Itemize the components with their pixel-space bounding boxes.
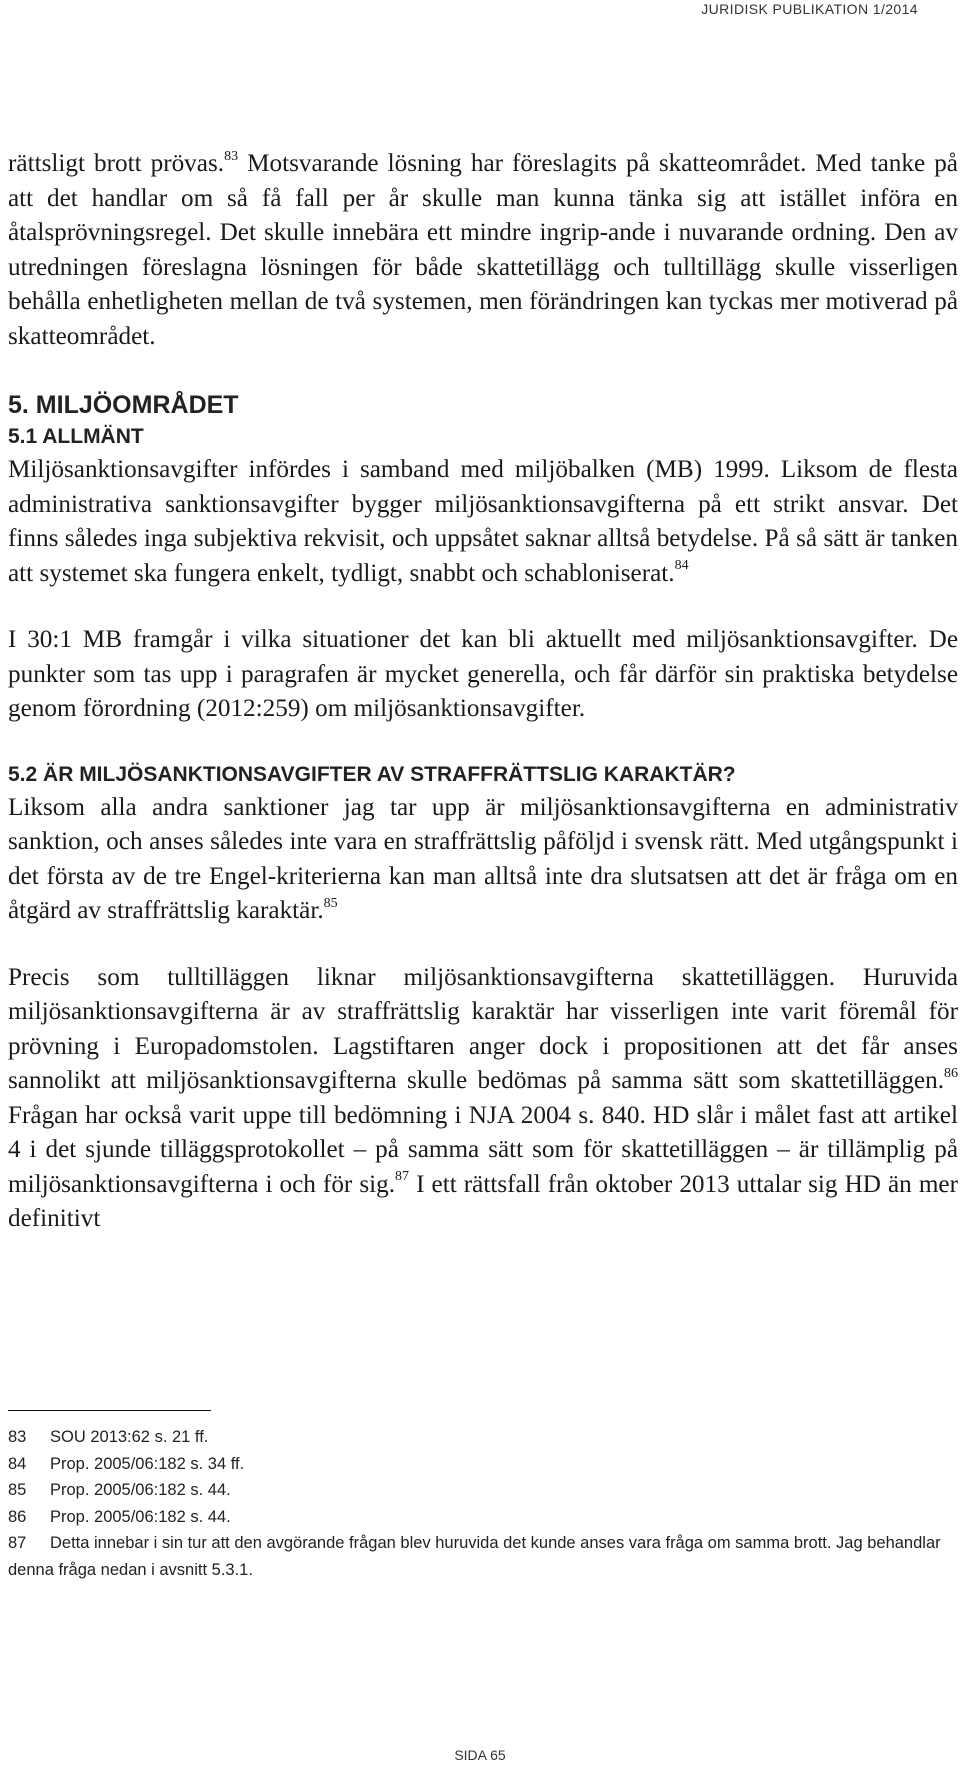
footnote-ref-85[interactable]: 85 xyxy=(323,895,338,911)
article-body xyxy=(8,147,958,1237)
paragraph-1: rättsligt brott prövas.$^{83}$ Motsvarande lösning har föreslagits på skatteområdet. Med tanke på att det handlar om så få fall per år skulle man kunna tänka sig att istället införa en åtalsprövningsregel. Det skulle innebära ett mindre ingrip-ande i nuvarande ordning. Den av utredningen föreslagna lösningen för både skattetillägg och tulltillägg skulle visserligen behålla enhetligheten mellan de två systemen, men förändringen kan tyckas mer motiverad på skatteområdet. xyxy=(8,148,958,350)
section-heading-5: 5. MILJÖOMRÅDET xyxy=(8,391,239,419)
paragraph-3: I 30:1 MB framgår i vilka situationer det kan bli aktuellt med miljösanktionsavgifter. De punkter som tas upp i paragrafen är mycket generella, och får därför sin praktiska betydelse genom förordning (2012:259) om miljösanktionsavgifter. xyxy=(8,626,958,722)
footnotes xyxy=(8,1424,958,1583)
section-heading-5-1: 5.1 ALLMÄNT xyxy=(8,425,144,448)
footnote-87: 87 Detta innebar i sin tur att den avgörande frågan blev huruvida det kunde anses vara fråga om samma brott. Jag behandlar denna fråga nedan i avsnitt 5.3.1. xyxy=(8,1534,941,1579)
footnote-84: 84 Prop. 2005/06:182 s. 34 ff. xyxy=(8,1454,245,1473)
footnote-ref-84[interactable]: 84 xyxy=(674,558,689,574)
running-header: JURIDISK PUBLIKATION 1/2014 xyxy=(701,1,918,17)
footnote-85: 85 Prop. 2005/06:182 s. 44. xyxy=(8,1481,231,1499)
footnote-86: 86 Prop. 2005/06:182 s. 44. xyxy=(8,1507,231,1526)
footnote-ref-86[interactable]: 86 xyxy=(944,1065,958,1081)
footnote-divider xyxy=(8,1410,211,1411)
paragraph-4: Liksom alla andra sanktioner jag tar upp är miljösanktionsavgifterna en administrativ sanktion, och anses således inte vara en straffrättslig påföljd i svensk rätt. Med utgångspunkt i det första av de tre Engel-kriterierna kan man alltså inte dra slutsatsen att det är fråga om en åtgärd av straffrättslig karaktär.$^{85}$ xyxy=(8,793,958,924)
page-number: SIDA 65 xyxy=(454,1747,506,1763)
paragraph-5: Precis som tulltilläggen liknar miljösanktionsavgifterna skattetilläggen. Huruvida miljösanktionsavgifterna är av straffrättslig karaktär har visserligen inte varit föremål för prövning i Europadomstolen. Lagstiftaren anger dock i propositionen att det får anses sannolikt att miljösanktionsavgifterna skulle bedömas på samma sätt som skattetilläggen.$^{86}$ Frågan har också varit uppe till bedömning i NJA 2004 s. 840. HD slår i målet fast att artikel 4 i det sjunde tilläggsprotokollet – på samma sätt som för skattetilläggen – är tillämplig på miljösanktionsavgifterna i och för sig.$^{87}$ I ett rättsfall från oktober 2013 uttalar sig HD än mer definitivt xyxy=(8,963,958,1232)
footnote-ref-87[interactable]: 87 xyxy=(395,1169,410,1185)
footnote-83: 83 SOU 2013:62 s. 21 ff. xyxy=(8,1428,209,1446)
footnote-ref-83[interactable]: 83 xyxy=(224,148,239,164)
section-heading-5-2: 5.2 ÄR MILJÖSANKTIONSAVGIFTER AV STRAFFRÄTTSLIG KARAKTÄR? xyxy=(8,762,736,786)
paragraph-2: Miljösanktionsavgifter infördes i samband med miljöbalken (MB) 1999. Liksom de flesta administrativa sanktionsavgifter bygger miljösanktionsavgifterna på ett strikt ansvar. Det finns således inga subjektiva rekvisit, och uppsåtet saknar alltså betydelse. På så sätt är tanken att systemet ska fungera enkelt, tydligt, snabbt och schabloniserat.$^{84}$ xyxy=(8,456,958,587)
